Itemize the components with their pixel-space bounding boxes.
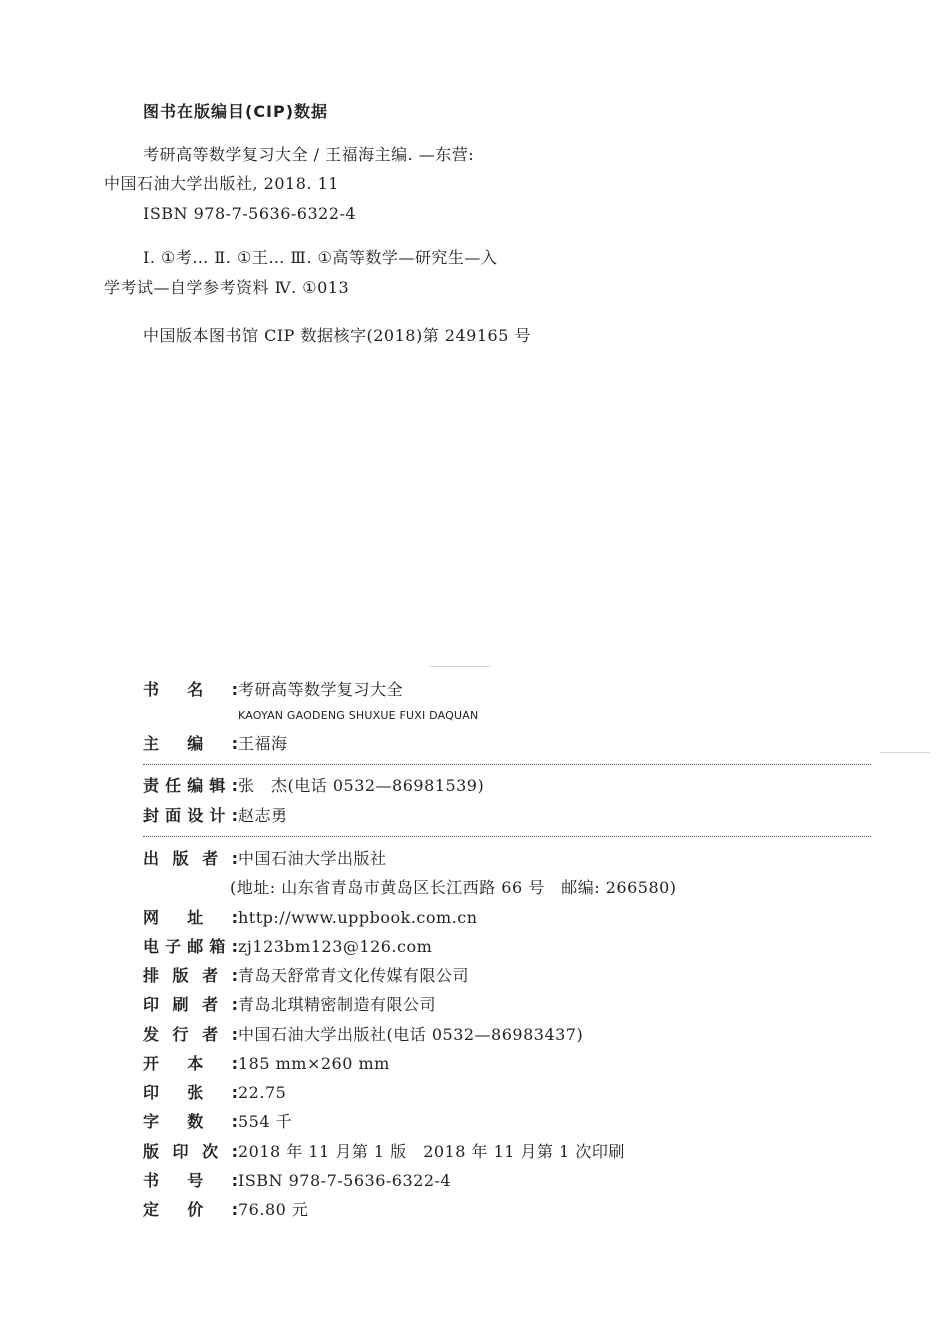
cip-isbn: ISBN 978-7-5636-6322-4 [143,204,357,223]
label-char: 名 [187,680,204,699]
label-editor [143,733,238,755]
label-char: 设 [187,806,204,825]
label-char: 主 [143,734,160,753]
website-link: http://www.uppbook.com.cn [238,908,478,927]
label-char: 任 [165,776,182,795]
label-char: 电 [143,937,160,956]
label-char: : [231,734,238,753]
label-sheets [143,1082,238,1104]
label-char: 印 [172,1142,189,1161]
publisher-address: (地址: 山东省青岛市黄岛区长江西路 66 号 邮编: 266580) [230,878,677,897]
divider [143,764,871,765]
label-isbn [143,1170,238,1192]
cip-line: 中国石油大学出版社, 2018. 11 [104,174,339,193]
label-char: : [231,1054,238,1073]
cover-designer: 赵志勇 [238,806,288,825]
label-char: 张 [187,1083,204,1102]
label-char: : [231,1200,238,1219]
label-char: : [231,995,238,1014]
label-char: 价 [187,1200,204,1219]
label-char: 邮 [187,937,204,956]
label-char: 者 [202,966,219,985]
cip-number: 中国版本图书馆 CIP 数据核字(2018)第 249165 号 [143,326,531,345]
label-char: : [231,806,238,825]
label-char: 书 [143,1171,160,1190]
book-format: 185 mm×260 mm [238,1054,390,1073]
email-address: zj123bm123@126.com [238,937,433,956]
edition-info: 2018 年 11 月第 1 版 2018 年 11 月第 1 次印刷 [238,1142,625,1161]
label-char: 箱 [209,937,226,956]
label-char: : [231,1112,238,1131]
label-char: 子 [165,937,182,956]
label-cover-design [143,805,238,827]
publisher-name: 中国石油大学出版社 [238,849,387,868]
label-char: 版 [143,1142,160,1161]
label-responsible-editor [143,775,238,797]
label-char: 定 [143,1200,160,1219]
label-char: 版 [172,849,189,868]
editor-name: 王福海 [238,734,288,753]
label-website [143,907,238,929]
book-price: 76.80 元 [238,1200,309,1219]
label-char: 编 [187,734,204,753]
label-distributor [143,1024,238,1046]
label-char: 网 [143,908,160,927]
label-char: : [231,776,238,795]
label-char: 次 [202,1142,219,1161]
label-char: 发 [143,1025,160,1044]
label-char: : [231,1083,238,1102]
label-char: : [231,849,238,868]
label-char: 印 [143,1083,160,1102]
label-char: 址 [187,908,204,927]
scan-mark [880,752,930,753]
label-words [143,1111,238,1133]
cip-line: Ⅰ. ①考… Ⅱ. ①王… Ⅲ. ①高等数学—研究生—入 [143,248,498,267]
cip-title: 图书在版编目(CIP)数据 [143,102,329,121]
label-char: : [231,966,238,985]
label-format [143,1053,238,1075]
label-char: 责 [143,776,160,795]
distributor-name: 中国石油大学出版社(电话 0532—86983437) [238,1025,584,1044]
label-char: 印 [143,995,160,1014]
label-char: 者 [202,1025,219,1044]
label-char: 字 [143,1112,160,1131]
label-char: 刷 [172,995,189,1014]
label-char: 编 [187,776,204,795]
label-char: 排 [143,966,160,985]
label-char: : [231,908,238,927]
scan-mark [430,666,490,667]
print-sheets: 22.75 [238,1083,287,1102]
label-char: 辑 [209,776,226,795]
label-char: 封 [143,806,160,825]
label-publisher [143,848,238,870]
label-char: 者 [202,849,219,868]
label-char: 者 [202,995,219,1014]
label-char: 计 [209,806,226,825]
book-title: 考研高等数学复习大全 [238,680,404,699]
label-char: : [231,1171,238,1190]
label-printer [143,994,238,1016]
label-char: 本 [187,1054,204,1073]
label-char: 数 [187,1112,204,1131]
label-char: : [231,680,238,699]
label-price [143,1199,238,1221]
label-char: : [231,1142,238,1161]
isbn-number: ISBN 978-7-5636-6322-4 [238,1171,452,1190]
cip-line: 考研高等数学复习大全 / 王福海主编. —东营: [143,145,475,164]
label-char: 号 [187,1171,204,1190]
responsible-editor: 张 杰(电话 0532—86981539) [238,776,485,795]
typesetter-name: 青岛天舒常青文化传媒有限公司 [238,966,470,985]
label-char: 书 [143,680,160,699]
label-char: 行 [172,1025,189,1044]
label-char: 出 [143,849,160,868]
word-count: 554 千 [238,1112,293,1131]
label-edition [143,1141,238,1163]
label-char: : [231,1025,238,1044]
cip-line: 学考试—自学参考资料 Ⅳ. ①013 [104,278,350,297]
label-typesetter [143,965,238,987]
printer-name: 青岛北琪精密制造有限公司 [238,995,437,1014]
label-email [143,936,238,958]
label-title [143,679,238,701]
divider [143,836,871,837]
label-char: : [231,937,238,956]
label-char: 面 [165,806,182,825]
label-char: 版 [172,966,189,985]
label-char: 开 [143,1054,160,1073]
book-title-pinyin: KAOYAN GAODENG SHUXUE FUXI DAQUAN [238,709,479,722]
